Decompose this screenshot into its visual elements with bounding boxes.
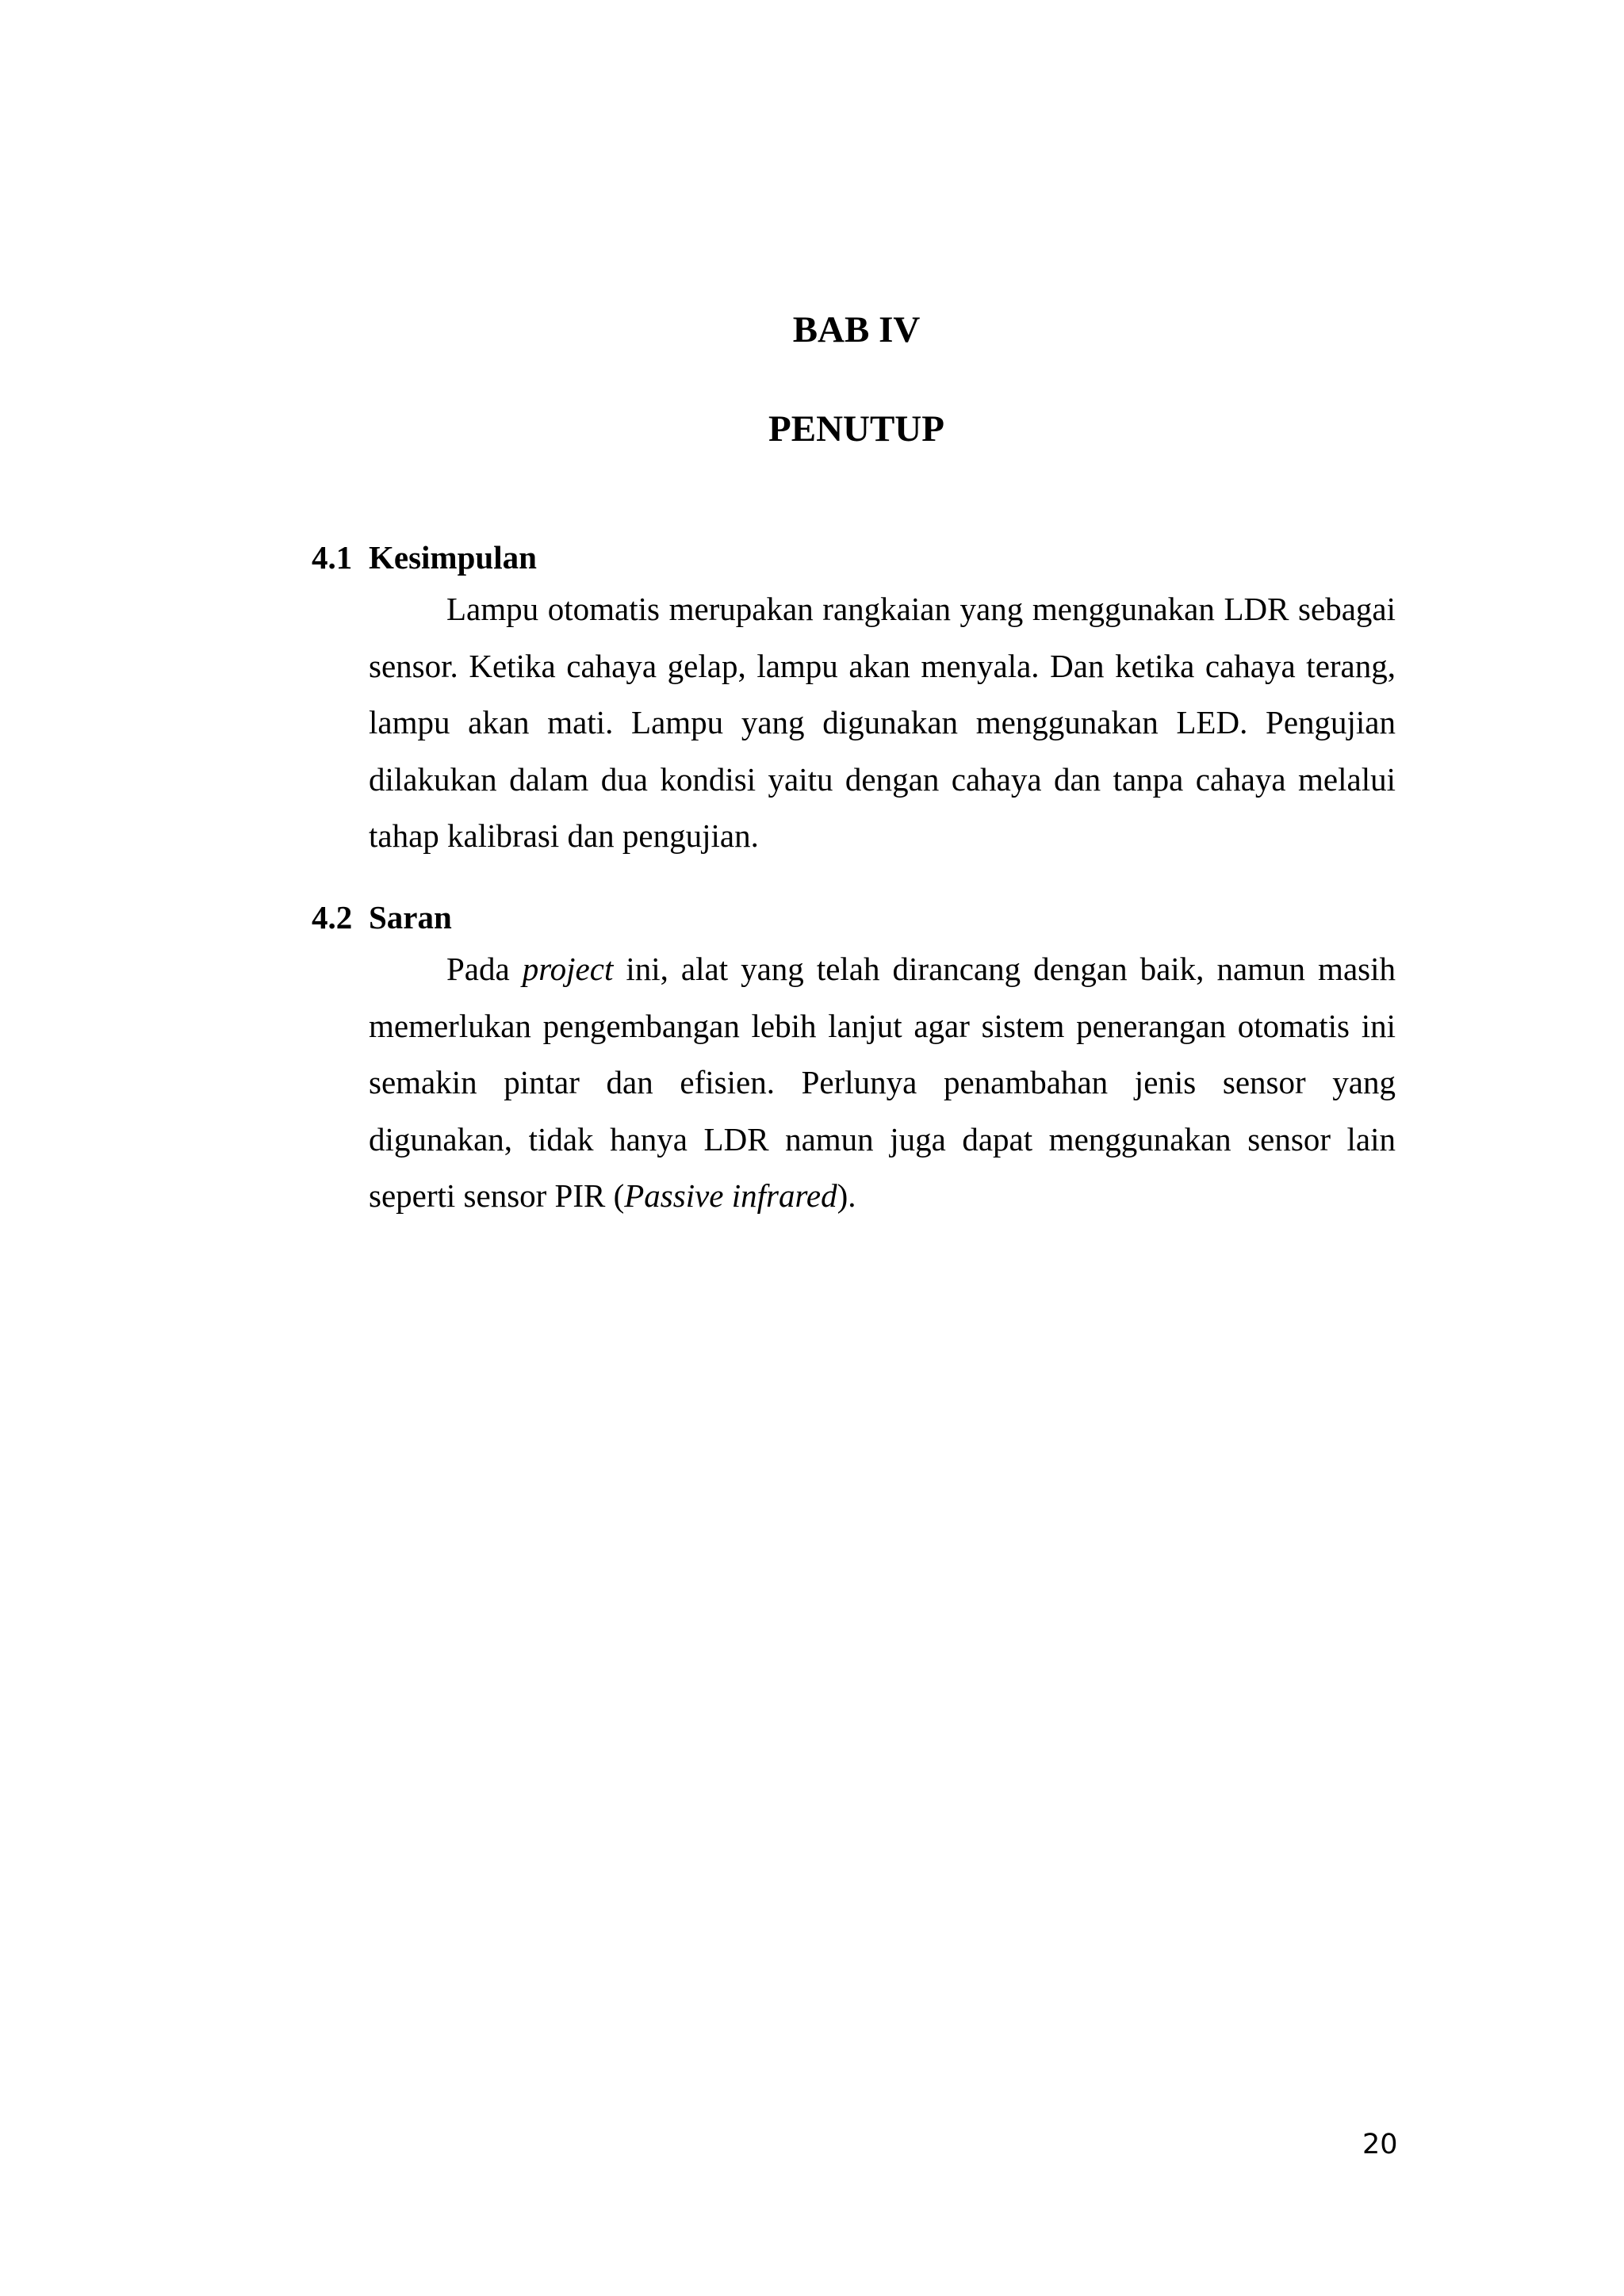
paragraph-text: ini, alat yang telah dirancang dengan baik, namun masih memerlukan pengembangan lebih lanjut agar sistem penerangan otomatis ini semakin pintar dan efisien. Perlunya penambahan jenis sensor yang digunakan, tidak hanya LDR namun juga dapat menggunakan sensor lain seperti sensor PIR ( <box>369 951 1396 1214</box>
section-paragraph-kesimpulan: Lampu otomatis merupakan rangkaian yang menggunakan LDR sebagai sensor. Ketika cahaya gelap, lampu akan menyala. Dan ketika cahaya terang, lampu akan mati. Lampu yang digunakan menggunakan LED. Pengujian dilakukan dalam dua kondisi yaitu dengan cahaya dan tanpa cahaya melalui tahap kalibrasi dan pengujian. <box>369 591 1396 854</box>
section-paragraph-saran <box>369 941 1396 1225</box>
chapter-title: PENUTUP <box>768 408 944 450</box>
page-number: 20 <box>1362 2129 1398 2160</box>
section-heading-kesimpulan <box>312 541 537 574</box>
italic-term: Passive infrared <box>624 1177 837 1214</box>
section-heading-saran <box>312 901 452 934</box>
section-number: 4.1 <box>312 539 353 576</box>
section-title: Kesimpulan <box>369 539 537 576</box>
chapter-label: BAB IV <box>792 309 921 350</box>
section-number: 4.2 <box>312 899 353 936</box>
section-title: Saran <box>369 899 452 936</box>
paragraph-text: Pada <box>446 951 523 987</box>
paragraph-text: ). <box>837 1177 856 1214</box>
italic-term: project <box>522 951 614 987</box>
